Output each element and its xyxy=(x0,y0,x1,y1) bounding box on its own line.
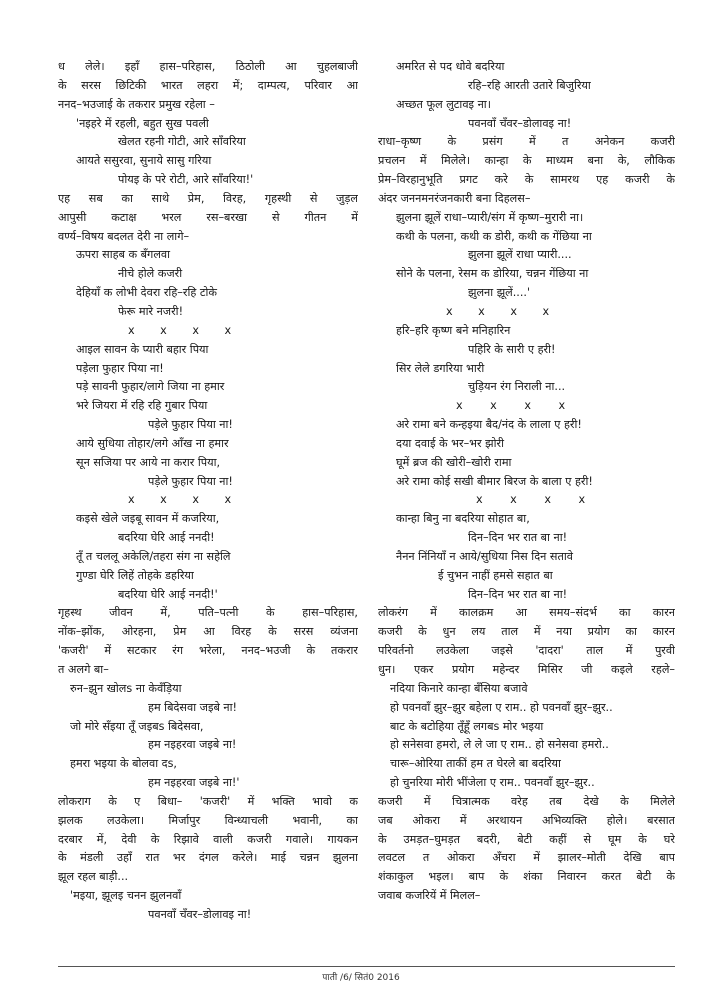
text-line: जब ओकरा में अरथायन अभिव्यक्ति होले। बरसात xyxy=(378,813,675,827)
text-line: 'मइया, झूलइ चनन झुलनवाँ xyxy=(70,889,182,903)
text-line: वर्ण्य–विषय बदलत देरी ना लागे– xyxy=(58,229,190,243)
text-line: झुलना झूलें राधा–प्यारी/संग में कृष्ण–मुरारी ना। xyxy=(396,210,584,224)
text-line: लवटल त ओकरा अँचरा में झालर–मोती देखि बाप xyxy=(378,851,675,865)
text-line: x x x x xyxy=(456,399,567,413)
text-line: बाट के बटोहिया तूँहूँ लगबs मोर भइया xyxy=(390,719,544,733)
text-line: पड़ेला फुहार पिया ना! xyxy=(76,361,164,375)
text-line: परिवर्तनो लउकेला जइसे 'दादरा' ताल में पुरवी xyxy=(378,644,675,658)
text-line: चुड़ियन रंग निराली ना... xyxy=(468,380,566,394)
text-line: हम नइहरवा जइबे ना! xyxy=(148,738,237,752)
text-line: ऊपरा साहब क बँगलवा xyxy=(76,248,171,262)
text-line: 'नइहरे में रहली, बहुत सुख पवली xyxy=(76,116,209,130)
text-line: पवनवाँ चँवर–डोलावइ ना! xyxy=(468,116,572,130)
text-line: कइसे खेले जइबू सावन में कजरिया, xyxy=(76,512,220,526)
text-line: सून सजिया पर आये ना करार पिया, xyxy=(76,455,221,469)
text-line: राधा–कृष्ण के प्रसंग में त अनेकन कजरी xyxy=(378,135,675,149)
text-line: हम नइहरवा जइबे ना!' xyxy=(148,776,240,790)
text-line: कजरी के धुन लय ताल में नया प्रयोग का कारन xyxy=(378,625,675,639)
text-line: हो चुनरिया मोरी भींजेला ए राम.. पवनवाँ झुर–झुर.. xyxy=(390,776,595,790)
text-line: त अलगे बा– xyxy=(58,663,109,676)
text-line: पड़ेले फुहार पिया ना! xyxy=(148,474,233,488)
text-line: अच्छत फूल लुटावइ ना। xyxy=(396,97,491,111)
text-line: x x x x xyxy=(128,493,233,507)
text-line: हो पवनवाँ झुर–झुर बहेला ए राम.. हो पवनवाँ झुर–झुर.. xyxy=(390,700,613,714)
text-line: रहि–रहि आरती उतारे बिजुरिया xyxy=(468,78,591,92)
text-line: प्रचलन में मिलेले। कान्हा के माध्यम बना के, लौकिक xyxy=(378,154,675,168)
page-footer: पाती /6/ सितं0 2016 xyxy=(322,973,400,983)
text-line: पोयइ के परे रोटी, आरे साँवरिया!' xyxy=(118,173,254,187)
text-line: दिन–दिन भर रात बा ना! xyxy=(468,531,568,545)
text-line: ई चुभन नाहीं हमसे सहात बा xyxy=(438,568,553,582)
text-line: खेलत रहनी गोटी, आरे साँवरिया xyxy=(118,135,246,149)
text-line: जवाब कजरियें में मिलल– xyxy=(378,889,481,903)
text-line: पवनवाँ चँवर–डोलावइ ना! xyxy=(148,907,252,921)
text-line: झुलना झूलें राधा प्यारी.... xyxy=(468,248,572,262)
text-line: तूँ त चललू अकेलि/तहरा संग ना सहेलि xyxy=(76,549,231,563)
footer-rule xyxy=(58,966,675,967)
text-line: रुन–झुन खोलs ना केवँड़िया xyxy=(70,681,182,695)
text-line: ध लेले। इहाँ हास–परिहास, ठिठोली आ चुहलबाजी xyxy=(58,60,358,73)
text-line: पहिरि के सारी ए हरी! xyxy=(468,342,556,356)
text-line: लोकराग के ए बिधा– 'कजरी' में भक्ति भावो क xyxy=(58,794,358,808)
text-line: प्रेम–विरहानुभूति प्रगट करे के सामरथ एह कजरी के xyxy=(378,173,675,187)
text-line: हम बिदेसवा जइबे ना! xyxy=(148,700,237,714)
text-line: अरे रामा कोई सखी बीमार बिरज के बाला ए हरी! xyxy=(396,474,593,488)
text-line: पड़ेले फुहार पिया ना! xyxy=(148,418,233,432)
text-line: सिर लेले डगरिया भारी xyxy=(396,361,485,375)
text-line: अंदर जननमनरंजनकारी बना दिहलस– xyxy=(378,191,531,205)
text-line: ननद–भउजाई के तकरार प्रमुख रहेला – xyxy=(58,97,215,111)
text-line: सोने के पलना, रेसम क डोरिया, चन्नन गेंछिया ना xyxy=(396,267,589,281)
text-line: दरबार में, देवी के रिझावे वाली कजरी गवाले। गायकन xyxy=(58,832,358,846)
text-line: पड़े सावनी फुहार/लागे जिया ना हमार xyxy=(76,380,225,394)
text-line: 'कजरी' में सटकार रंग भरेला, ननद–भउजी के तकरार xyxy=(58,644,358,658)
text-line: x x x x xyxy=(128,323,233,337)
text-line: आपुसी कटाक्ष भरल रस–बरखा से गीतन में xyxy=(58,210,358,224)
text-line: के मंडली उहाँ रात भर दंगल करेले। माई चन्नन झुलना xyxy=(58,851,358,865)
text-line: कथी के पलना, कथी क डोरी, कथी क गेंछिया ना xyxy=(396,229,592,243)
text-line: बदरिया घेरि आई ननदी! xyxy=(118,531,215,545)
text-line: अमरित से पद धोवे बदरिया xyxy=(396,60,505,73)
left-column xyxy=(58,58,358,925)
text-line: कान्हा बिनु ना बदरिया सोहात बा, xyxy=(396,512,530,526)
text-line: चारू–ओरिया ताकीं हम त घेरले बा बदरिया xyxy=(390,757,561,771)
text-line: हरि–हरि कृष्ण बने मनिहारिन xyxy=(396,323,511,337)
text-line: बदरिया घेरि आई ननदी!' xyxy=(118,587,218,601)
text-line: x x x x xyxy=(476,493,587,507)
text-line: दया दवाई के भर–भर झोरी xyxy=(396,436,504,450)
text-line: हमरा भइया के बोलवा दs, xyxy=(70,757,177,771)
text-line: जो मोरे सँइया तूँ जइबs बिदेसवा, xyxy=(70,719,204,733)
text-line: आयते ससुरवा, सुनाये सासु गरिया xyxy=(76,154,212,168)
text-line: हो सनेसवा हमरो, ले ले जा ए राम.. हो सनेसवा हमरो.. xyxy=(390,738,609,752)
text-line: लोकरंग में कालक्रम आ समय–संदर्भ का कारन xyxy=(378,606,675,620)
text-line: नैनन निंनियाँ न आये/सुधिया निस दिन सतावे xyxy=(396,549,573,563)
text-line: आये सुधिया तोहार/लगे आँख ना हमार xyxy=(76,436,229,450)
text-line: गुण्डा घेरि लिहें तोहके डहरिया xyxy=(76,568,194,582)
text-line: झूल रहल बाड़ी... xyxy=(58,870,129,884)
text-line: गृहस्थ जीवन में, पति–पत्नी के हास–परिहास, xyxy=(58,606,358,620)
right-column xyxy=(378,58,675,906)
text-line: नदिया किनारे कान्हा बँसिया बजावे xyxy=(390,681,528,695)
text-line: धुन। एकर प्रयोग महेन्दर मिसिर जी कइले रहले– xyxy=(378,663,675,676)
text-line: आइल सावन के प्यारी बहार पिया xyxy=(76,342,209,356)
text-line: घूमें ब्रज की खोरी–खोरी रामा xyxy=(396,455,512,469)
text-line: देहियाँ क लोभी देवरा रहि–रहि टोके xyxy=(76,286,217,300)
text-line: झलक लउकेला। मिर्जापुर विन्ध्याचली भवानी, का xyxy=(58,813,358,827)
text-line: कजरी में चित्रात्मक वरेह तब देखे के मिलेले xyxy=(378,794,675,808)
text-line: दिन–दिन भर रात बा ना! xyxy=(468,587,568,601)
text-line: अरे रामा बने कन्हइया बैद/नंद के लाला ए हरी! xyxy=(396,418,582,432)
text-line: नोंक–झोंक, ओरहना, प्रेम आ विरह के सरस व्यंजना xyxy=(58,625,358,639)
text-line: x x x x xyxy=(446,304,551,318)
text-line: एह सब का साथे प्रेम, विरह, गृहस्थी से जुड़ल xyxy=(58,191,358,205)
text-line: के सरस छिटिकी भारत लहरा में; दाम्पत्य, परिवार आ xyxy=(58,78,358,92)
text-line: नीचे होले कजरी xyxy=(118,267,183,281)
text-line: फेरू मारे नजरी! xyxy=(118,304,184,318)
text-line: भरे जियरा में रहि रहि गुबार पिया xyxy=(76,399,208,413)
text-line: के उमड़त–घुमड़त बदरी, बेटी कहीं से घूम के घरे xyxy=(378,832,675,846)
text-line: झुलना झूलें....' xyxy=(468,286,531,300)
text-line: शंकाकुल भइल। बाप के शंका निवारन करत बेटी के xyxy=(378,870,675,884)
